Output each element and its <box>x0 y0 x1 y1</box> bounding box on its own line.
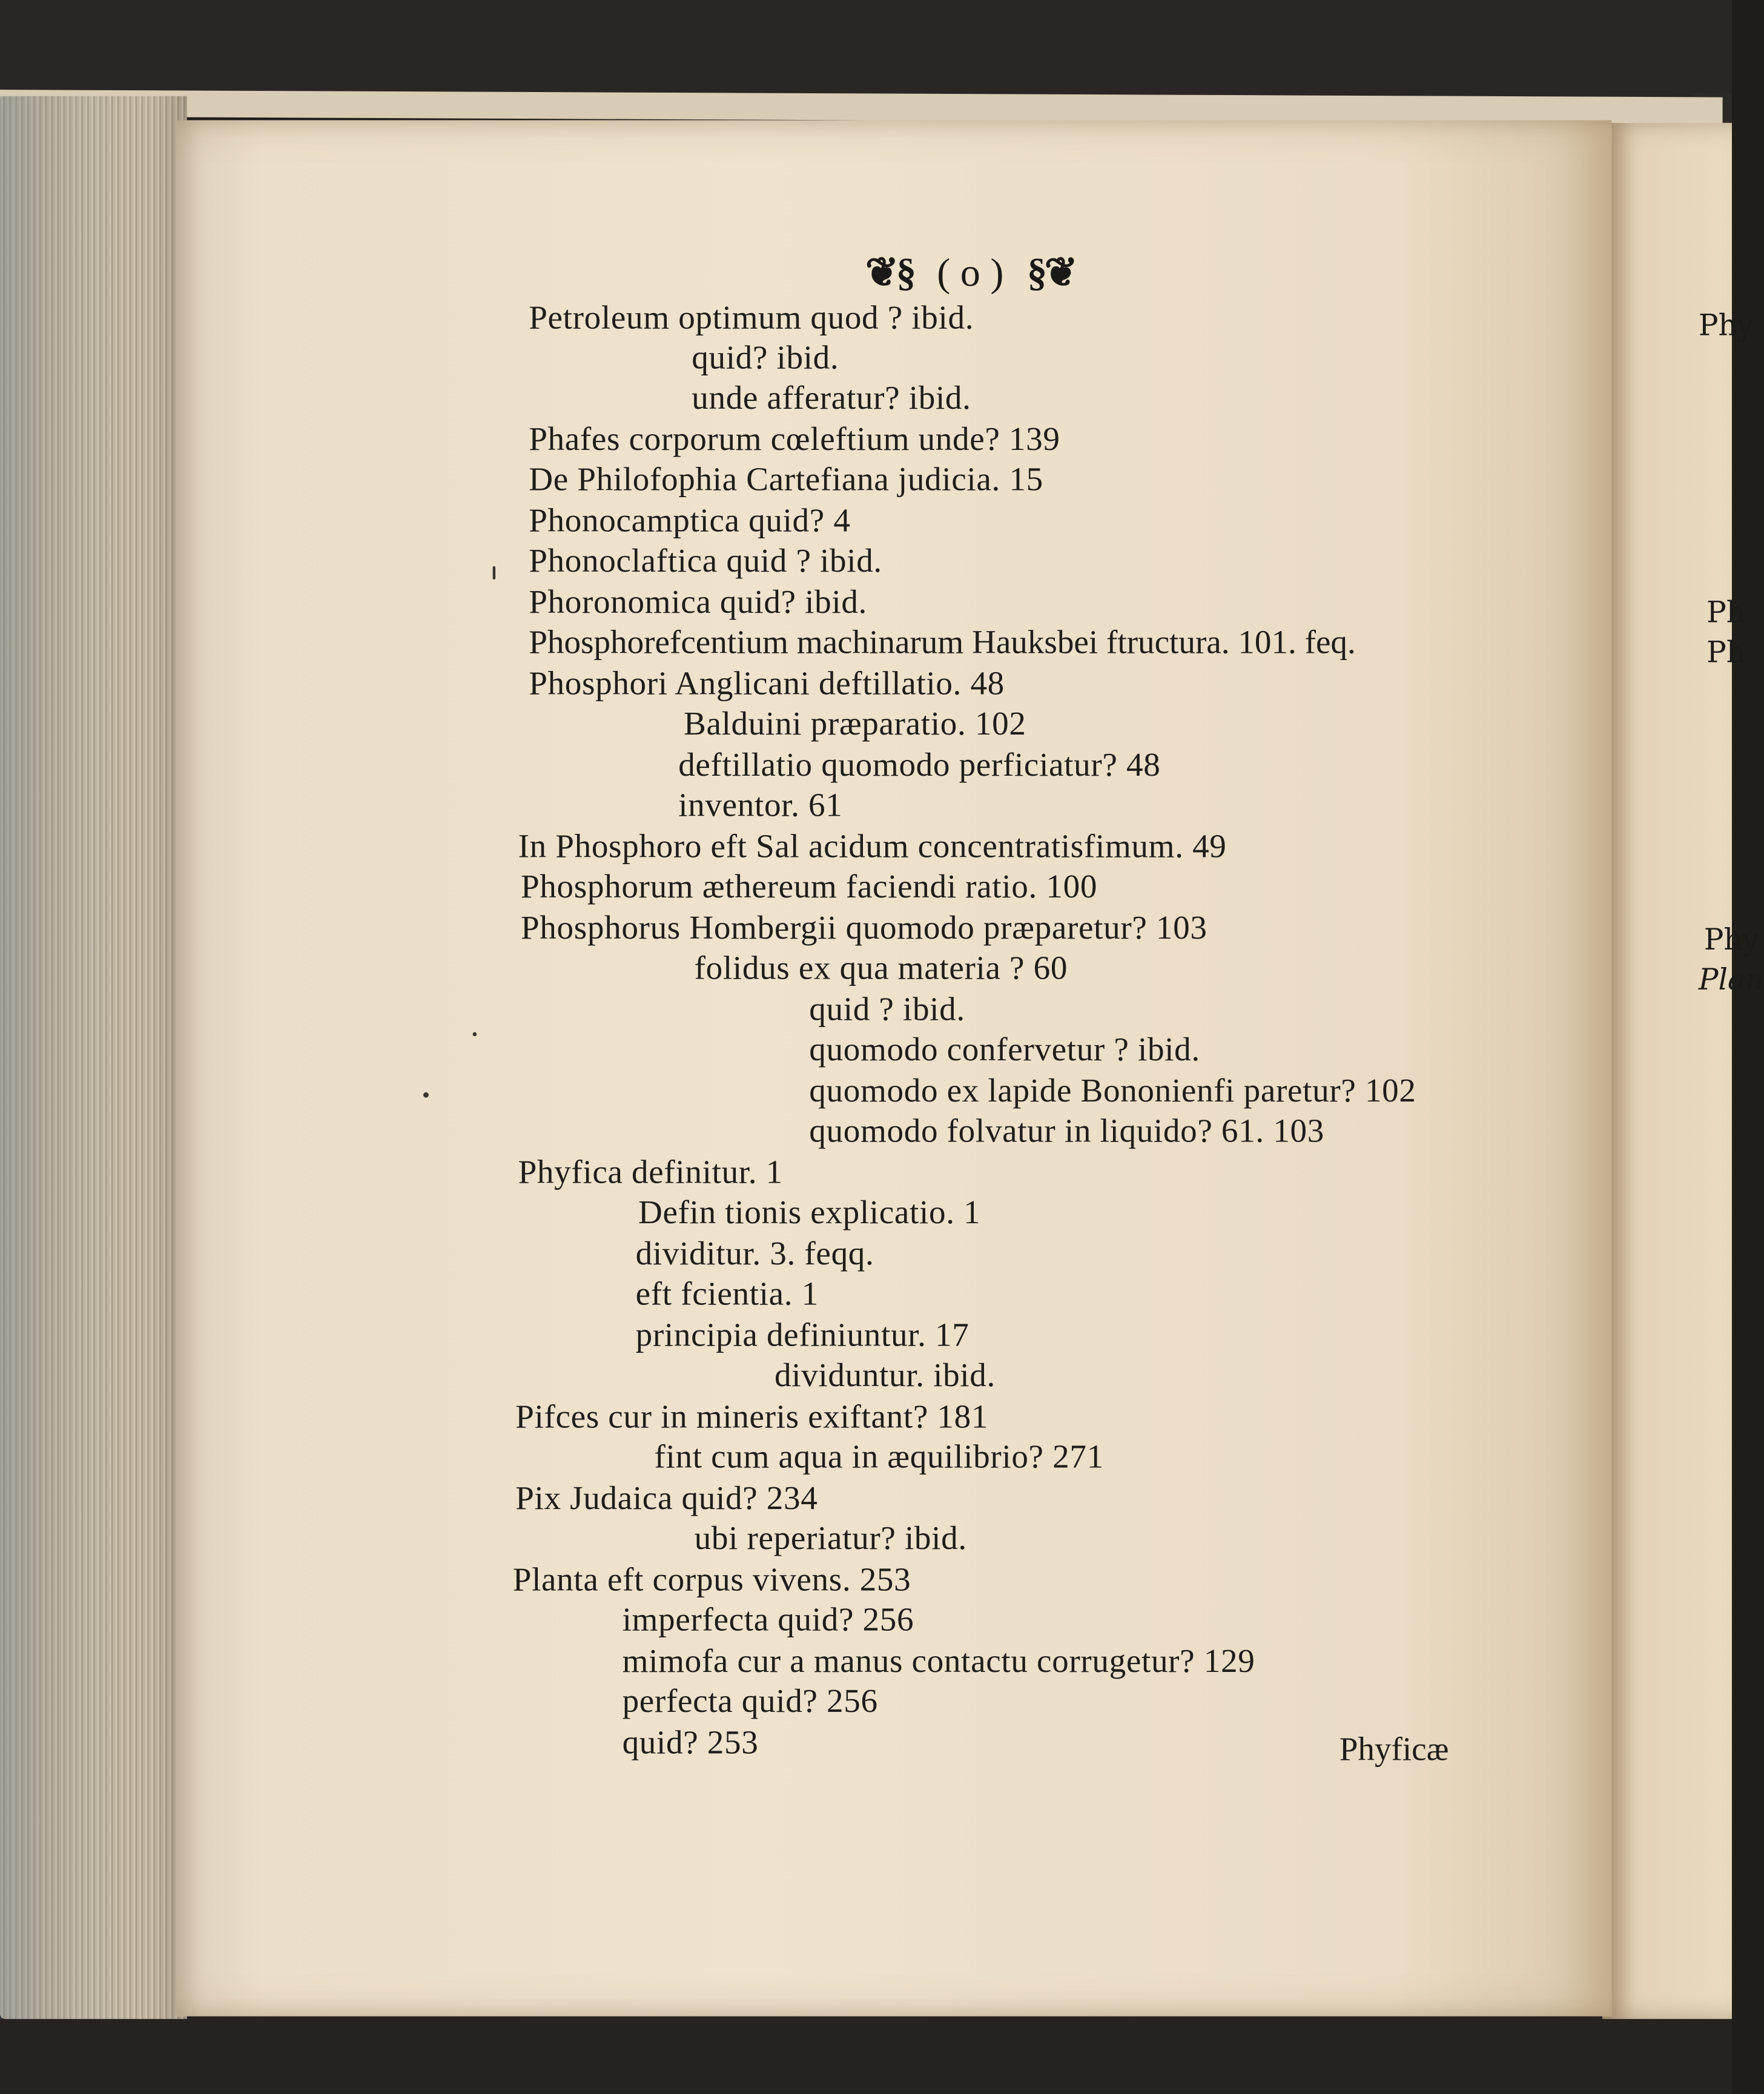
index-entry: quid ? ibid. <box>809 992 965 1028</box>
background-bottom <box>0 2010 1732 2094</box>
index-entry: quid? ibid. <box>692 340 839 377</box>
index-entry: folidus ex qua materia ? 60 <box>694 951 1068 987</box>
facing-page-fragment: Phy <box>1703 923 1760 958</box>
index-entry: Phosphorefcentium machinarum Hauksbei ftructura. 101. feq. <box>529 624 1356 661</box>
index-entry: perfecta quid? 256 <box>622 1683 878 1720</box>
catchword: Phyficæ <box>1339 1732 1449 1768</box>
index-entry: Balduini præparatio. 102 <box>684 706 1026 743</box>
index-entry: Pix Judaica quid? 234 <box>515 1481 818 1517</box>
index-entry: unde afferatur? ibid. <box>692 380 971 417</box>
facing-page-fragment: Ph <box>1706 596 1746 630</box>
index-entry: Phyfica definitur. 1 <box>518 1155 783 1191</box>
index-entry: Defin tionis explicatio. 1 <box>638 1195 981 1232</box>
index-entry: Phafes corporum cœleftium unde? 139 <box>529 421 1060 458</box>
index-entry: De Philofophia Cartefiana judicia. 15 <box>529 461 1043 498</box>
index-entry: quomodo folvatur in liquido? 61. 103 <box>809 1114 1324 1150</box>
index-entry: inventor. 61 <box>678 788 843 824</box>
index-entry: mimofa cur a manus contactu corrugetur? 129 <box>622 1643 1255 1680</box>
index-entry: Phosphorum æthereum faciendi ratio. 100 <box>520 869 1098 906</box>
index-entry: Planta eft corpus vivens. 253 <box>512 1562 911 1599</box>
ornament-left: ❦§ <box>865 251 914 296</box>
ornament-right: §❦ <box>1026 251 1075 296</box>
facing-page <box>1602 123 1764 2019</box>
index-entry: Petroleum optimum quod ? ibid. <box>529 300 974 337</box>
index-entry: quomodo confervetur ? ibid. <box>809 1032 1200 1069</box>
index-entry: dividitur. 3. feqq. <box>635 1236 874 1273</box>
index-entry: Phosphorus Hombergii quomodo præparetur? 103 <box>520 910 1207 947</box>
index-entry: principia definiuntur. 17 <box>635 1318 970 1354</box>
index-entry: eft fcientia. 1 <box>635 1277 819 1313</box>
folio: ( o ) <box>937 251 1004 296</box>
index-entry: dividuntur. ibid. <box>774 1358 996 1395</box>
index-entry: imperfecta quid? 256 <box>622 1602 914 1639</box>
facing-page-fragment: Plan <box>1698 964 1764 998</box>
index-entry: quid? 253 <box>622 1725 759 1762</box>
index-entry: Phoronomica quid? ibid. <box>529 584 868 621</box>
facing-page-fragment: Ph <box>1706 636 1746 670</box>
index-entry: Pifces cur in mineris exiftant? 181 <box>515 1399 989 1436</box>
index-entry: Phosphori Anglicani deftillatio. 48 <box>529 666 1005 702</box>
page-header <box>865 251 1075 297</box>
index-entry: fint cum aqua in æquilibrio? 271 <box>654 1439 1104 1476</box>
background-top <box>0 0 1732 104</box>
index-entry: Phonocamptica quid? 4 <box>529 503 851 540</box>
index-entry: deftillatio quomodo perficiatur? 48 <box>678 747 1161 784</box>
index-entry: ubi reperiatur? ibid. <box>694 1521 967 1557</box>
index-entry: quomodo ex lapide Bononienfi paretur? 102 <box>809 1073 1416 1110</box>
facing-page-fragment: Phy <box>1698 309 1754 343</box>
index-entry: In Phosphoro eft Sal acidum concentratisfimum. 49 <box>518 829 1227 865</box>
index-entry: Phonoclaftica quid ? ibid. <box>529 543 882 580</box>
